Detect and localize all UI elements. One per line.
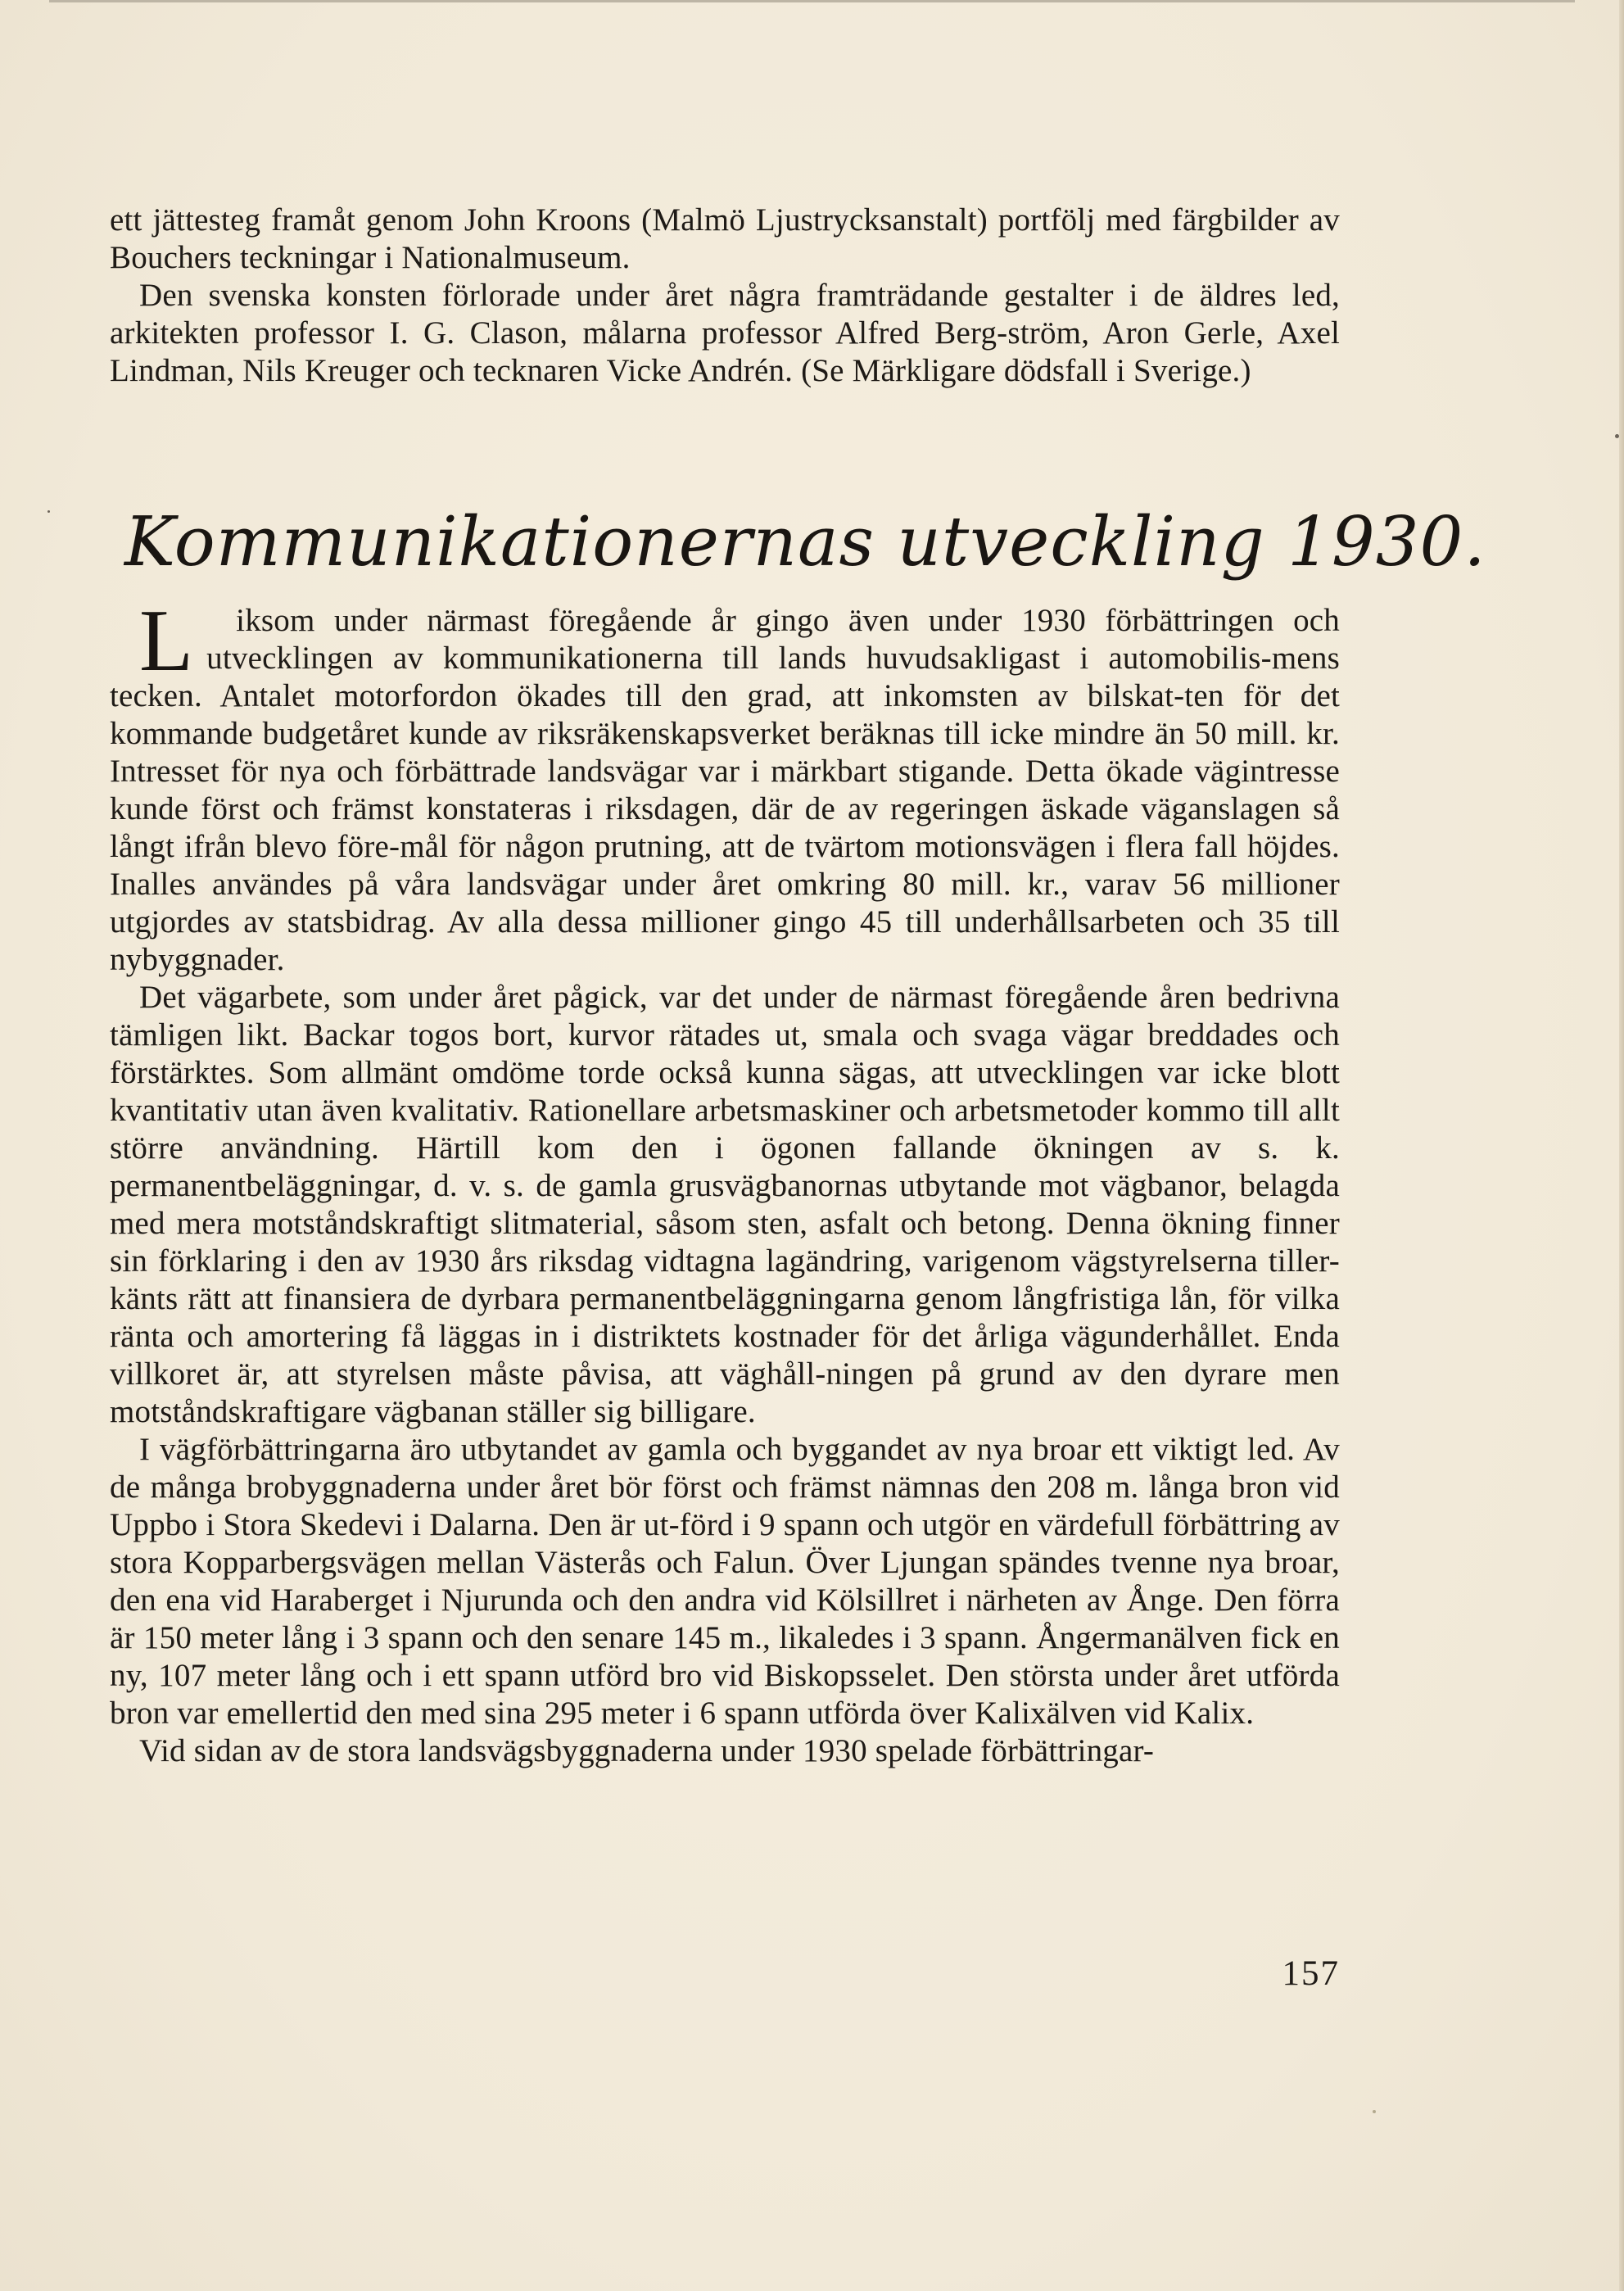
section-body: [110, 592, 1340, 1770]
paper-speck: [47, 510, 50, 513]
drop-cap-letter: L: [139, 592, 194, 690]
paragraph-bridges: I vägförbättringarna äro utbytandet av gamla och byggandet av nya broar ett viktigt led. Av de många brobyggnaderna under året bör först och främst nämnas den 208 m. långa bron vid Uppbo i Stora Skedevi i Dalarna. Den är ut-förd i 9 spann och utgör en värdefull förbättring av stora Kopparbergsvägen mellan Västerås och Falun. Över Ljungan spändes tvenne nya broar, den ena vid Haraberget i Njurunda och den andra vid Kölsillret i närheten av Ånge. Den förra är 150 meter lång i 3 spann och den senare 145 m., likaledes i 3 spann. Ångermanälven fick en ny, 107 meter lång och i ett spann utförd bro vid Biskopsselet. Den största under året utförda bron var emellertid den med sina 295 meter i 6 spann utförda över Kalixälven vid Kalix.: [110, 1432, 1340, 1731]
paper-speck: [1373, 2110, 1376, 2113]
first-paragraph-text: iksom under närmast föregående år gingo även under 1930 förbättringen och utvecklingen av kommunikationerna till lands huvudsakligast i automobilis-mens tecken. Antalet motorfordon ökades till den grad, att inkomsten av bilskat-ten för det kommande budgetåret kunde av riksräkenskapsverket beräknas till icke mindre än 50 mill. kr. Intresset för nya och förbättrade landsvägar var i märkbart stigande. Detta ökade vägintresse kunde först och främst konstateras i riksdagen, där de av regeringen äskade väganslagen så långt ifrån blevo före-mål för någon prutning, att de tvärtom motionsvägen i flera fall höjdes. Inalles användes på våra landsvägar under året omkring 80 mill. kr., varav 56 millioner utgjordes av statsbidrag. Av alla dessa millioner gingo 45 till underhållsarbeten och 35 till nybyggnader.: [110, 603, 1340, 977]
intro-paragraph-continued: ett jättesteg framåt genom John Kroons (Malmö Ljustrycksanstalt) portfölj med färgbilder av Bouchers teckningar i Nationalmuseum.: [110, 202, 1340, 275]
page-edge-shadow: [1619, 0, 1624, 2291]
paper-speck: [1615, 434, 1619, 438]
first-paragraph: [110, 592, 1340, 979]
page-number: 157: [1282, 1954, 1340, 1993]
intro-paragraph-deaths: Den svenska konsten förlorade under året några framträdande gestalter i de äldres led, arkitekten professor I. G. Clason, målarna professor Alfred Berg-ström, Aron Gerle, Axel Lindman, Nils Kreuger och tecknaren Vicke Andrén. (Se Märkligare dödsfall i Sverige.): [110, 278, 1340, 388]
paragraph-continued: Vid sidan av de stora landsvägsbyggnaderna under 1930 spelade förbättringar-: [139, 1733, 1155, 1768]
paragraph-road-work: Det vägarbete, som under året pågick, var det under de närmast föregående åren bedrivna tämligen likt. Backar togos bort, kurvor rätades ut, smala och svaga vägar breddades och förstärktes. Som allmänt omdöme torde också kunna sägas, att utvecklingen var icke blott kvantitativ utan även kvalitativ. Rationellare arbetsmaskiner och arbetsmetoder kommo till allt större användning. Härtill kom den i ögonen fallande ökningen av s. k. permanentbeläggningar, d. v. s. de gamla grusvägbanornas utbytande mot vägbanor, belagda med mera motståndskraftigt slitmaterial, såsom sten, asfalt och betong. Denna ökning finner sin förklaring i den av 1930 års riksdag vidtagna lagändring, varigenom vägstyrelserna tiller-känts rätt att finansiera de dyrbara permanentbeläggningarna genom långfristiga lån, för vilka ränta och amortering få läggas in i distriktets kostnader för det årliga vägunderhållet. Enda villkoret är, att styrelsen måste påvisa, att väghåll-ningen på grund av den dyrare men motståndskraftigare vägbanan ställer sig billigare.: [110, 980, 1340, 1429]
top-edge-rule: [49, 0, 1575, 2]
intro-text-block: [110, 201, 1340, 390]
section-heading: Kommunikationernas utveckling 1930.: [124, 502, 1486, 582]
